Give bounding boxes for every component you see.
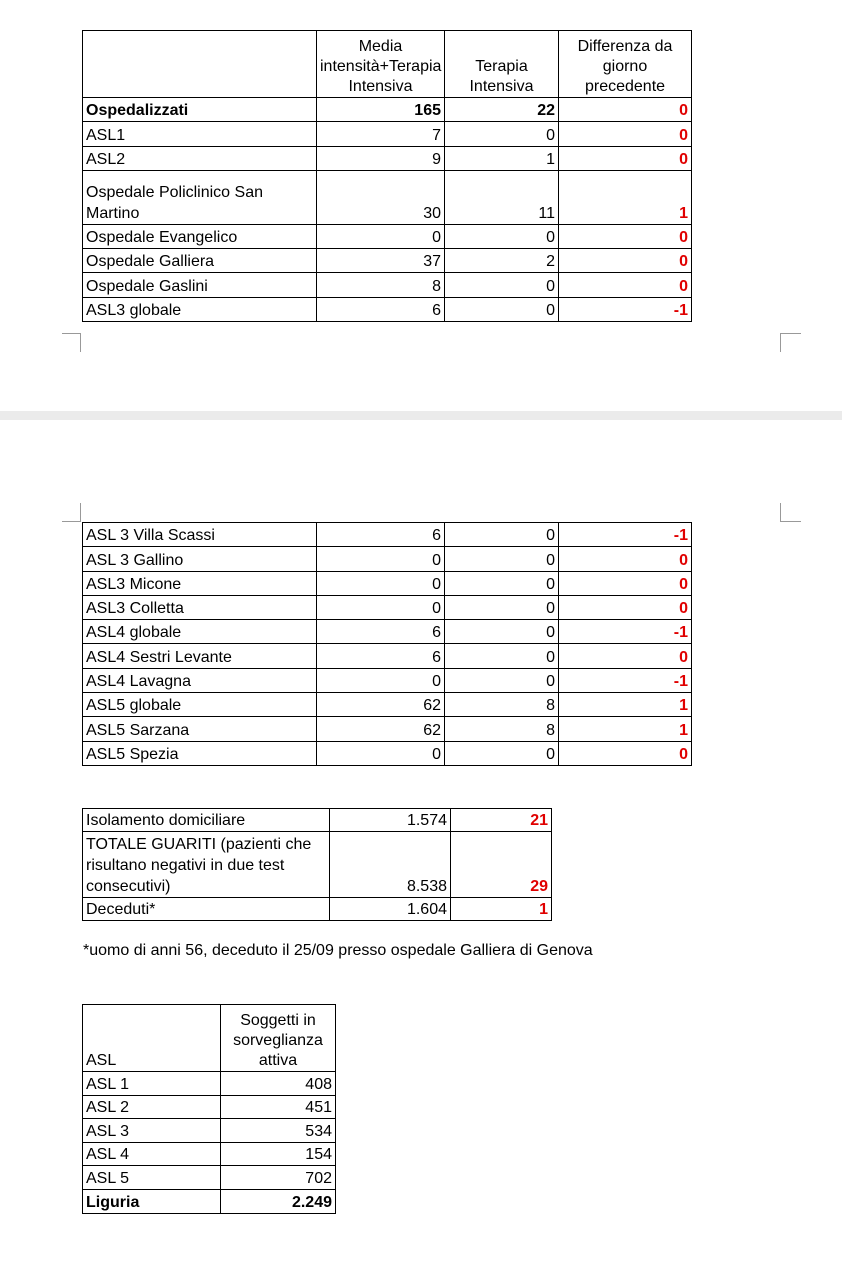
header-terapia-intensiva: Terapia Intensiva: [445, 31, 559, 98]
row-name: Ospedalizzati: [83, 98, 317, 122]
surveillance-table: [82, 1004, 336, 1214]
media-intensita-value: 37: [317, 249, 445, 273]
diff-value: 0: [559, 644, 692, 668]
asl-name: ASL 1: [83, 1072, 221, 1096]
table-row: [83, 170, 692, 224]
hospitalized-table-body: [83, 98, 692, 322]
diff-value: 0: [559, 98, 692, 122]
diff-value: -1: [559, 620, 692, 644]
row-name: ASL1: [83, 122, 317, 146]
table-row: [83, 741, 692, 765]
table-row: [83, 523, 692, 547]
surveillance-value: 702: [221, 1166, 336, 1190]
row-name: ASL 3 Villa Scassi: [83, 523, 317, 547]
status-value: 1.574: [330, 809, 451, 832]
diff-value: 0: [559, 547, 692, 571]
table-row: [83, 297, 692, 321]
status-table-body: [83, 809, 552, 921]
page-corner-mark: [780, 503, 801, 522]
terapia-intensiva-value: 0: [445, 668, 559, 692]
surveillance-value: 534: [221, 1119, 336, 1143]
row-name: ASL3 Micone: [83, 571, 317, 595]
diff-value: -1: [559, 523, 692, 547]
media-intensita-value: 8: [317, 273, 445, 297]
media-intensita-value: 62: [317, 693, 445, 717]
document-page-1: [0, 0, 842, 411]
table-row: [83, 273, 692, 297]
status-row: [83, 809, 552, 832]
diff-value: 0: [559, 224, 692, 248]
table-row: [83, 571, 692, 595]
status-table: [82, 808, 552, 921]
media-intensita-value: 7: [317, 122, 445, 146]
diff-value: 0: [559, 571, 692, 595]
terapia-intensiva-value: 0: [445, 620, 559, 644]
table-row: [83, 644, 692, 668]
row-name: ASL5 Sarzana: [83, 717, 317, 741]
surveillance-value: 408: [221, 1072, 336, 1096]
terapia-intensiva-value: 22: [445, 98, 559, 122]
row-name: ASL5 Spezia: [83, 741, 317, 765]
total-value: 2.249: [221, 1189, 336, 1213]
diff-value: 1: [559, 170, 692, 224]
terapia-intensiva-value: 0: [445, 644, 559, 668]
diff-value: 0: [559, 146, 692, 170]
media-intensita-value: 62: [317, 717, 445, 741]
row-name: ASL3 globale: [83, 297, 317, 321]
media-intensita-value: 6: [317, 523, 445, 547]
table-row: [83, 224, 692, 248]
table-row: [83, 122, 692, 146]
status-label: Isolamento domiciliare: [83, 809, 330, 832]
death-footnote: *uomo di anni 56, deceduto il 25/09 presso ospedale Galliera di Genova: [83, 942, 593, 959]
status-diff: 21: [451, 809, 552, 832]
media-intensita-value: 6: [317, 644, 445, 668]
row-name: ASL4 Lavagna: [83, 668, 317, 692]
row-name: ASL5 globale: [83, 693, 317, 717]
terapia-intensiva-value: 0: [445, 523, 559, 547]
table-row: [83, 249, 692, 273]
media-intensita-value: 6: [317, 620, 445, 644]
surveillance-value: 451: [221, 1095, 336, 1119]
status-label: Deceduti*: [83, 898, 330, 921]
terapia-intensiva-value: 8: [445, 693, 559, 717]
diff-value: 0: [559, 122, 692, 146]
table-row: [83, 693, 692, 717]
table-row: [83, 146, 692, 170]
media-intensita-value: 0: [317, 668, 445, 692]
terapia-intensiva-value: 0: [445, 571, 559, 595]
status-value: 8.538: [330, 832, 451, 898]
surveillance-row: [83, 1119, 336, 1143]
header-soggetti-sorveglianza: Soggetti in sorveglianza attiva: [221, 1005, 336, 1072]
status-value: 1.604: [330, 898, 451, 921]
diff-value: 0: [559, 741, 692, 765]
terapia-intensiva-value: 0: [445, 224, 559, 248]
surveillance-header-row: [83, 1005, 336, 1072]
row-name: ASL 3 Gallino: [83, 547, 317, 571]
media-intensita-value: 0: [317, 571, 445, 595]
surveillance-row: [83, 1072, 336, 1096]
hospitalized-table-continued-body: [83, 523, 692, 766]
status-diff: 29: [451, 832, 552, 898]
terapia-intensiva-value: 0: [445, 122, 559, 146]
status-row: [83, 898, 552, 921]
table-row: [83, 98, 692, 122]
diff-value: 0: [559, 273, 692, 297]
status-label: TOTALE GUARITI (pazienti che risultano negativi in due test consecutivi): [83, 832, 330, 898]
diff-value: 1: [559, 717, 692, 741]
surveillance-table-body: [83, 1072, 336, 1214]
diff-value: 0: [559, 595, 692, 619]
row-name: Ospedale Policlinico San Martino: [83, 170, 317, 224]
media-intensita-value: 6: [317, 297, 445, 321]
header-empty-cell: [83, 31, 317, 98]
media-intensita-value: 0: [317, 595, 445, 619]
row-name: Ospedale Gaslini: [83, 273, 317, 297]
terapia-intensiva-value: 0: [445, 741, 559, 765]
page-corner-mark: [62, 503, 81, 522]
row-name: Ospedale Galliera: [83, 249, 317, 273]
surveillance-row: [83, 1142, 336, 1166]
asl-name: ASL 3: [83, 1119, 221, 1143]
row-name: Ospedale Evangelico: [83, 224, 317, 248]
table-row: [83, 668, 692, 692]
page-corner-mark: [780, 333, 801, 352]
terapia-intensiva-value: 11: [445, 170, 559, 224]
diff-value: 1: [559, 693, 692, 717]
terapia-intensiva-value: 2: [445, 249, 559, 273]
media-intensita-value: 0: [317, 547, 445, 571]
page-separator: [0, 411, 842, 420]
media-intensita-value: 30: [317, 170, 445, 224]
media-intensita-value: 165: [317, 98, 445, 122]
table-row: [83, 620, 692, 644]
surveillance-row: [83, 1166, 336, 1190]
row-name: ASL4 Sestri Levante: [83, 644, 317, 668]
terapia-intensiva-value: 0: [445, 297, 559, 321]
surveillance-value: 154: [221, 1142, 336, 1166]
row-name: ASL2: [83, 146, 317, 170]
status-row: [83, 832, 552, 898]
diff-value: 0: [559, 249, 692, 273]
row-name: ASL4 globale: [83, 620, 317, 644]
asl-name: ASL 5: [83, 1166, 221, 1190]
status-diff: 1: [451, 898, 552, 921]
terapia-intensiva-value: 0: [445, 273, 559, 297]
header-asl: ASL: [83, 1005, 221, 1072]
surveillance-total-row: [83, 1189, 336, 1213]
hospitalized-table-continued: [82, 522, 692, 766]
media-intensita-value: 0: [317, 741, 445, 765]
diff-value: -1: [559, 297, 692, 321]
total-label: Liguria: [83, 1189, 221, 1213]
table-header-row: [83, 31, 692, 98]
hospitalized-table: [82, 30, 692, 322]
header-media-intensita: Media intensità+Terapia Intensiva: [317, 31, 445, 98]
surveillance-row: [83, 1095, 336, 1119]
table-row: [83, 717, 692, 741]
diff-value: -1: [559, 668, 692, 692]
table-row: [83, 547, 692, 571]
header-differenza: Differenza da giorno precedente: [559, 31, 692, 98]
media-intensita-value: 0: [317, 224, 445, 248]
page-corner-mark: [62, 333, 81, 352]
media-intensita-value: 9: [317, 146, 445, 170]
terapia-intensiva-value: 1: [445, 146, 559, 170]
asl-name: ASL 2: [83, 1095, 221, 1119]
terapia-intensiva-value: 8: [445, 717, 559, 741]
table-row: [83, 595, 692, 619]
asl-name: ASL 4: [83, 1142, 221, 1166]
terapia-intensiva-value: 0: [445, 547, 559, 571]
terapia-intensiva-value: 0: [445, 595, 559, 619]
row-name: ASL3 Colletta: [83, 595, 317, 619]
